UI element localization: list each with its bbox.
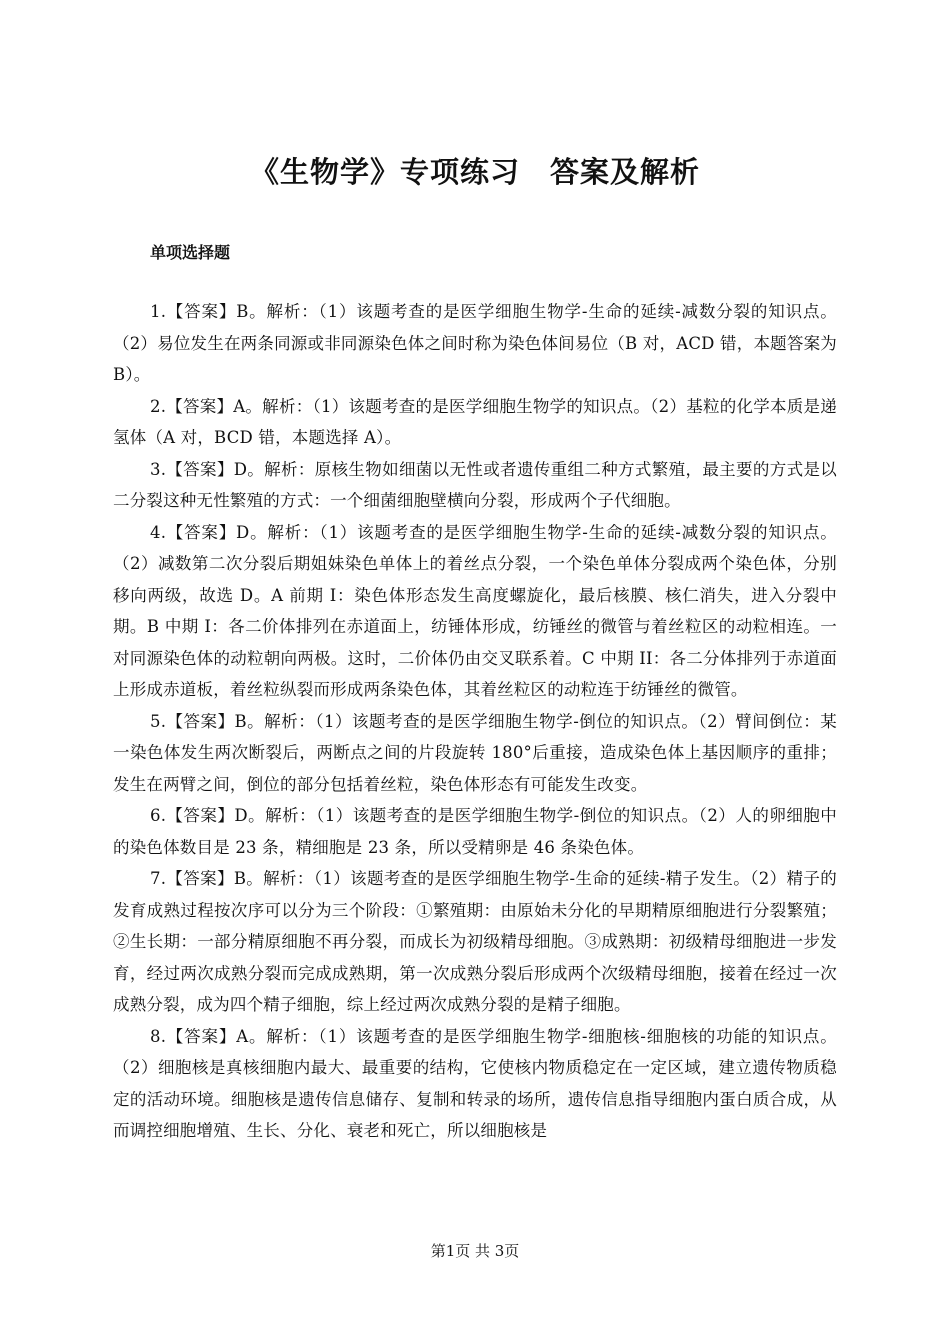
answer-item: 4.【答案】D。解析：（1）该题考查的是医学细胞生物学-生命的延续-减数分裂的知识点。（2）减数第二次分裂后期姐妹染色单体上的着丝点分裂，一个染色单体分裂成两个染色体，分别移向两级，故选 D。A 前期 I：染色体形态发生高度螺旋化，最后核膜、核仁消失，进入分裂中期。B 中期 I：各二价体排列在赤道面上，纺锤体形成，纺锤丝的微管与着丝粒区的动粒相连。一对同源染色体的动粒朝向两极。这时，二价体仍由交叉联系着。C 中期 II：各二分体排列于赤道面上形成赤道板，着丝粒纵裂而形成两条染色体，其着丝粒区的动粒连于纺锤丝的微管。 — [113, 522, 837, 699]
page-footer: 第1页 共 3页 — [430, 1242, 520, 1260]
answer-item: 7.【答案】B。解析：（1）该题考查的是医学细胞生物学-生命的延续-精子发生。（2）精子的发育成熟过程按次序可以分为三个阶段：①繁殖期：由原始未分化的早期精原细胞进行分裂繁殖；②生长期：一部分精原细胞不再分裂，而成长为初级精母细胞。③成熟期：初级精母细胞进一步发育，经过两次成熟分裂而完成成熟期，第一次成熟分裂后形成两个次级精母细胞，接着在经过一次成熟分裂，成为四个精子细胞，综上经过两次成熟分裂的是精子细胞。 — [113, 869, 837, 1014]
answer-item: 5.【答案】B。解析：（1）该题考查的是医学细胞生物学-倒位的知识点。（2）臂间倒位：某一染色体发生两次断裂后，两断点之间的片段旋转 180°后重接，造成染色体上基因顺序的重排；发生在两臂之间，倒位的部分包括着丝粒，染色体形态有可能发生改变。 — [113, 711, 837, 794]
document-title: 《生物学》专项练习 答案及解析 — [249, 155, 700, 189]
answer-item: 2.【答案】A。解析：（1）该题考查的是医学细胞生物学的知识点。（2）基粒的化学本质是递氢体（A 对，BCD 错，本题选择 A）。 — [113, 396, 837, 447]
answer-item: 1.【答案】B。解析：（1）该题考查的是医学细胞生物学-生命的延续-减数分裂的知识点。（2）易位发生在两条同源或非同源染色体之间时称为染色体间易位（B 对，ACD 错，本题答案为 B）。 — [113, 302, 837, 384]
answer-list — [113, 296, 837, 1147]
answer-item: 8.【答案】A。解析：（1）该题考查的是医学细胞生物学-细胞核-细胞核的功能的知识点。（2）细胞核是真核细胞内最大、最重要的结构，它使核内物质稳定在一定区域，建立遗传物质稳定的活动环境。细胞核是遗传信息储存、复制和转录的场所，遗传信息指导细胞内蛋白质合成，从而调控细胞增殖、生长、分化、衰老和死亡，所以细胞核是 — [113, 1026, 837, 1140]
section-heading: 单项选择题 — [150, 243, 231, 262]
answer-item: 6.【答案】D。解析：（1）该题考查的是医学细胞生物学-倒位的知识点。（2）人的卵细胞中的染色体数目是 23 条，精细胞是 23 条，所以受精卵是 46 条染色体。 — [113, 806, 837, 857]
answer-item: 3.【答案】D。解析：原核生物如细菌以无性或者遗传重组二种方式繁殖，最主要的方式是以二分裂这种无性繁殖的方式：一个细菌细胞壁横向分裂，形成两个子代细胞。 — [113, 459, 837, 510]
